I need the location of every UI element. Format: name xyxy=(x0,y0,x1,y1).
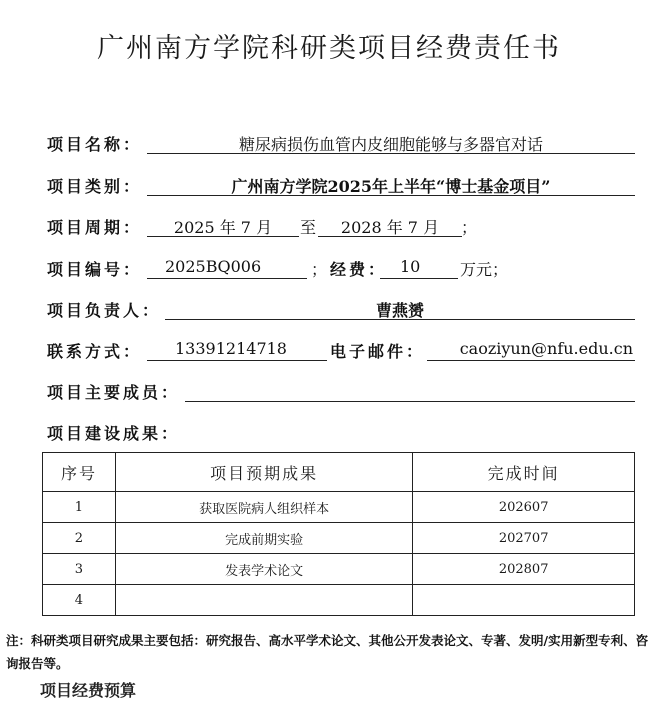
contact-field[interactable]: 13391214718 xyxy=(147,339,327,361)
row-outcome[interactable]: 完成前期实验 xyxy=(115,523,412,554)
row-outcome[interactable]: 获取医院病人组织样本 xyxy=(115,492,412,523)
row-completion-time[interactable] xyxy=(413,585,635,616)
fund-field[interactable]: 10 xyxy=(380,257,458,279)
row-index: 2 xyxy=(43,523,116,554)
period-start-field[interactable]: 2025 年 7 月 xyxy=(147,215,299,237)
table-header-row xyxy=(43,453,635,492)
project-name-label: 项目名称： xyxy=(47,135,143,154)
row-index: 3 xyxy=(43,554,116,585)
table-row xyxy=(43,492,635,523)
email-label: 电子邮件： xyxy=(330,342,426,361)
project-period-row xyxy=(47,215,637,239)
project-leader-label: 项目负责人： xyxy=(47,301,162,320)
table-row xyxy=(43,585,635,616)
project-code-field[interactable]: 2025BQ006 xyxy=(147,257,307,279)
cut-off-heading: 项目经费预算 xyxy=(40,681,137,700)
table-row xyxy=(43,554,635,585)
table-row xyxy=(43,523,635,554)
project-period-label: 项目周期： xyxy=(47,218,143,237)
project-leader-row xyxy=(47,298,637,322)
project-code-label: 项目编号： xyxy=(47,260,143,279)
results-label: 项目建设成果： xyxy=(47,424,181,443)
project-leader-field[interactable]: 曹燕赟 xyxy=(165,298,635,320)
contact-label: 联系方式： xyxy=(47,342,143,361)
footnote: 注：科研类项目研究成果主要包括：研究报告、高水平学术论文、其他公开发表论文、专著、发明/实用新型专利、咨询报告等。 xyxy=(6,633,649,671)
row-completion-time[interactable]: 202807 xyxy=(413,554,635,585)
members-label: 项目主要成员： xyxy=(47,383,181,402)
col-header-outcome: 项目预期成果 xyxy=(115,453,412,492)
row-outcome[interactable] xyxy=(115,585,412,616)
col-header-completion-time: 完成时间 xyxy=(413,453,635,492)
results-row xyxy=(47,421,637,445)
project-type-label: 项目类别： xyxy=(47,177,143,196)
fund-label: 经费： xyxy=(330,260,388,279)
code-separator: ； xyxy=(311,260,328,279)
project-type-field[interactable]: 广州南方学院2025年上半年“博士基金项目” xyxy=(147,174,635,196)
col-header-index: 序号 xyxy=(43,453,116,492)
row-completion-time[interactable]: 202607 xyxy=(413,492,635,523)
fund-unit: 万元； xyxy=(460,260,509,279)
email-field[interactable]: caoziyun@nfu.edu.cn xyxy=(427,339,635,361)
results-table xyxy=(42,452,635,616)
period-end-punct: ； xyxy=(461,218,478,237)
document-title: 广州南方学院科研类项目经费责任书 xyxy=(97,33,561,64)
period-end-field[interactable]: 2028 年 7 月 xyxy=(318,215,462,237)
members-row xyxy=(47,380,637,404)
project-code-row xyxy=(47,257,637,281)
row-index: 1 xyxy=(43,492,116,523)
row-outcome[interactable]: 发表学术论文 xyxy=(115,554,412,585)
members-field[interactable] xyxy=(185,380,635,402)
row-index: 4 xyxy=(43,585,116,616)
period-separator: 至 xyxy=(300,218,317,237)
contact-row xyxy=(47,339,637,363)
project-name-field[interactable]: 糖尿病损伤血管内皮细胞能够与多器官对话 xyxy=(147,132,635,154)
row-completion-time[interactable]: 202707 xyxy=(413,523,635,554)
project-name-row xyxy=(47,132,637,156)
project-type-row xyxy=(47,174,637,198)
